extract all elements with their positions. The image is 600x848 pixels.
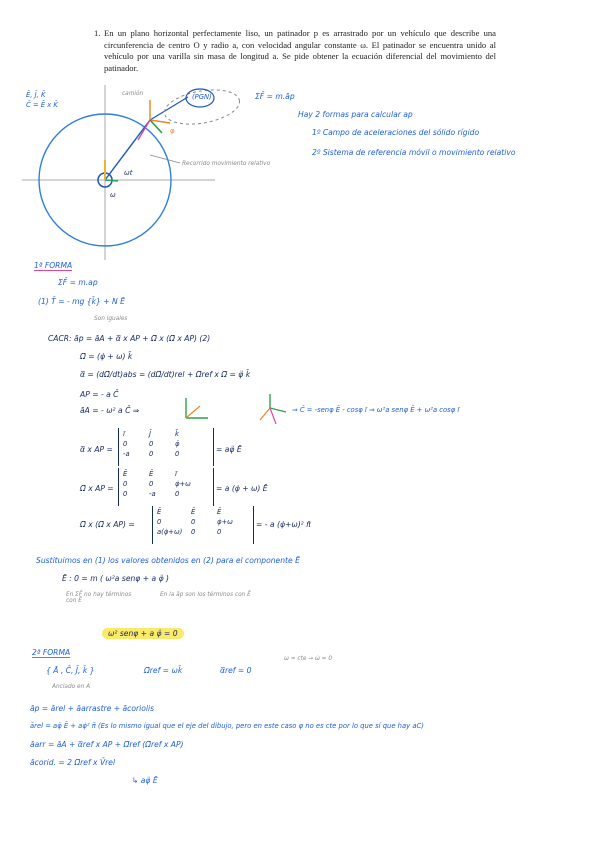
det1-matrix — [118, 428, 214, 466]
det3-m6: a(φ̇+ω) — [157, 528, 183, 536]
substitution-note-2: En la āp son los términos con Ē — [160, 592, 251, 598]
forma2-line-3: āarr = āA + α̅ref x AP + Ω̅ref (Ω̅ref x AP) — [30, 740, 184, 749]
skater-label: (PGN) — [192, 93, 212, 101]
figure — [20, 85, 271, 265]
det2-m1: Ē — [149, 470, 154, 478]
forma2-line-4: ācorid. = 2 Ω̅ref x V̄rel — [30, 758, 116, 767]
forma1-eq2-note: Son iguales — [94, 316, 128, 322]
intro-line-2: 1º Campo de aceleraciones del sólido rígido — [312, 128, 480, 137]
phi-label: φ — [170, 127, 175, 135]
ap-equation: AP = - a C̄ — [80, 390, 119, 399]
det2-m2: ī — [175, 470, 177, 478]
det2-matrix — [118, 468, 214, 506]
det3-m2: Ē — [217, 508, 222, 516]
forma2-base: { Ā , C̄, J̄, k̄ } — [46, 666, 95, 675]
cacr-equation: CACR: āp = āA + α̅ x AP + Ω̅ x (Ω̅ x AP) (2) — [48, 334, 211, 343]
alpha-equation: α̅ = (dΩ̅/dt)abs = (dΩ̅/dt)rel + Ω̅ref x Ω̅ = φ̈ k̄ — [80, 370, 251, 379]
det2-m6: 0 — [123, 490, 128, 498]
omega-label: ω — [110, 191, 116, 199]
det1-m2: k̄ — [175, 430, 179, 438]
forma1-title: 1ª FORMA — [34, 261, 73, 270]
path-note: Recorrido movimiento relativo — [182, 161, 271, 167]
det1-m8: 0 — [175, 450, 180, 458]
det2-m8: 0 — [175, 490, 180, 498]
det3-matrix — [152, 506, 254, 544]
det2-m7: -a — [149, 490, 156, 498]
intro-line-1: Hay 2 formas para calcular ap — [298, 110, 413, 119]
forma1-eq1: ΣF̄ = m.ap — [58, 278, 98, 287]
det2-m5: φ̇+ω — [175, 480, 191, 488]
det2-m4: 0 — [149, 480, 154, 488]
forma2-omega-ref: Ω̅ref = ωk̄ — [144, 666, 183, 675]
det3-label: Ω̅ x (Ω̅ x AP) = — [80, 520, 135, 529]
det1-m4: 0 — [149, 440, 154, 448]
problem-statement — [94, 28, 496, 74]
det1-m3: 0 — [123, 440, 128, 448]
c-result: ⇒ C̄ = -senφ Ē - cosφ ī ⇒ ω²a senφ Ē + ω²a cosφ ī — [292, 406, 460, 414]
result-equation: ω² senφ + a φ̈ = 0 — [102, 628, 184, 639]
substitution-note-1: En ΣF̄ no hay términos con Ē — [66, 592, 132, 604]
substitution-line: Sustituimos en (1) los valores obtenidos en (2) para el componente Ē — [36, 556, 300, 565]
intro-equation: ΣF̄ = m.āp — [255, 92, 295, 101]
det3-m4: 0 — [191, 518, 196, 526]
det3-m8: 0 — [217, 528, 222, 536]
problem-number: 1. — [94, 28, 101, 38]
det1-label: α̅ x AP = — [80, 445, 113, 454]
problem-text: En un plano horizontal perfectamente liso, un patinador p es arrastrado por un vehículo que describe una circunferencia de centro O y radio a, con velocidad angular constante ω. El patinador se encuentra unido al vehículo por una varilla sin masa de longitud a. Se pide obtener la ecuación diferencial del movimiento del patinador. — [104, 28, 496, 73]
det3-m1: Ē — [191, 508, 196, 516]
aA-equation: āA = - ω² a C̄ ⇒ — [80, 406, 140, 415]
det3-result: = - a (φ̇+ω)² π̄ — [256, 520, 311, 529]
forma2-base-note: Anclado en A — [52, 684, 91, 690]
det1-m0: ī — [123, 430, 125, 438]
forma2-line-5: ↳ aφ̈ Ē — [132, 776, 158, 785]
det3-m3: 0 — [157, 518, 162, 526]
det3-m0: Ē — [157, 508, 162, 516]
det1-result: = aφ̈ Ē — [216, 445, 242, 454]
intro-line-3: 2º Sistema de referencia móvil o movimiento relativo — [312, 148, 516, 157]
base-label-2: C̄ = Ē x K̄ — [26, 101, 58, 109]
omega-equation: Ω̅ = (φ̇ + ω) k̄ — [80, 352, 133, 361]
figure-drawing — [20, 85, 260, 265]
base-label-1: Ē, J̄, K̄ — [26, 91, 46, 99]
det2-result: = a (φ̇ + ω) Ē — [216, 484, 268, 493]
forma2-line-2: ārel = aφ̈ Ē + aφ̇² π̄ (Es lo mismo igual que el eje del dibujo, pero en este caso φ no es cte por lo que sí que hay aC) — [30, 722, 424, 730]
det1-m7: 0 — [149, 450, 154, 458]
det3-m7: 0 — [191, 528, 196, 536]
forma2-alpha-ref: α̅ref = 0 — [220, 666, 252, 675]
forma2-alpha-note: ω = cte → ω̇ = 0 — [284, 656, 333, 662]
substitution-eq: Ē : 0 = m ( ω²a senφ + a φ̈ ) — [62, 574, 169, 583]
axis-sketch-1 — [178, 394, 218, 424]
det2-label: Ω̅ x AP = — [80, 484, 114, 493]
det1-m5: φ̈ — [175, 440, 180, 448]
det2-m0: Ē — [123, 470, 128, 478]
forma1-eq2: (1) T̄ = - mg {k̄} + N Ē — [38, 297, 125, 306]
det1-m6: -a — [123, 450, 130, 458]
det1-m1: J̄ — [149, 430, 152, 438]
forma2-title: 2ª FORMA — [32, 648, 71, 657]
forma2-line-1: āp = ārel + āarrastre + ācoriolis — [30, 704, 155, 713]
axis-sketch-2 — [256, 392, 296, 426]
det3-m5: φ̇+ω — [217, 518, 233, 526]
omega-t-label: ωt — [124, 169, 133, 177]
det2-m3: 0 — [123, 480, 128, 488]
carrier-label: camión — [122, 91, 144, 97]
